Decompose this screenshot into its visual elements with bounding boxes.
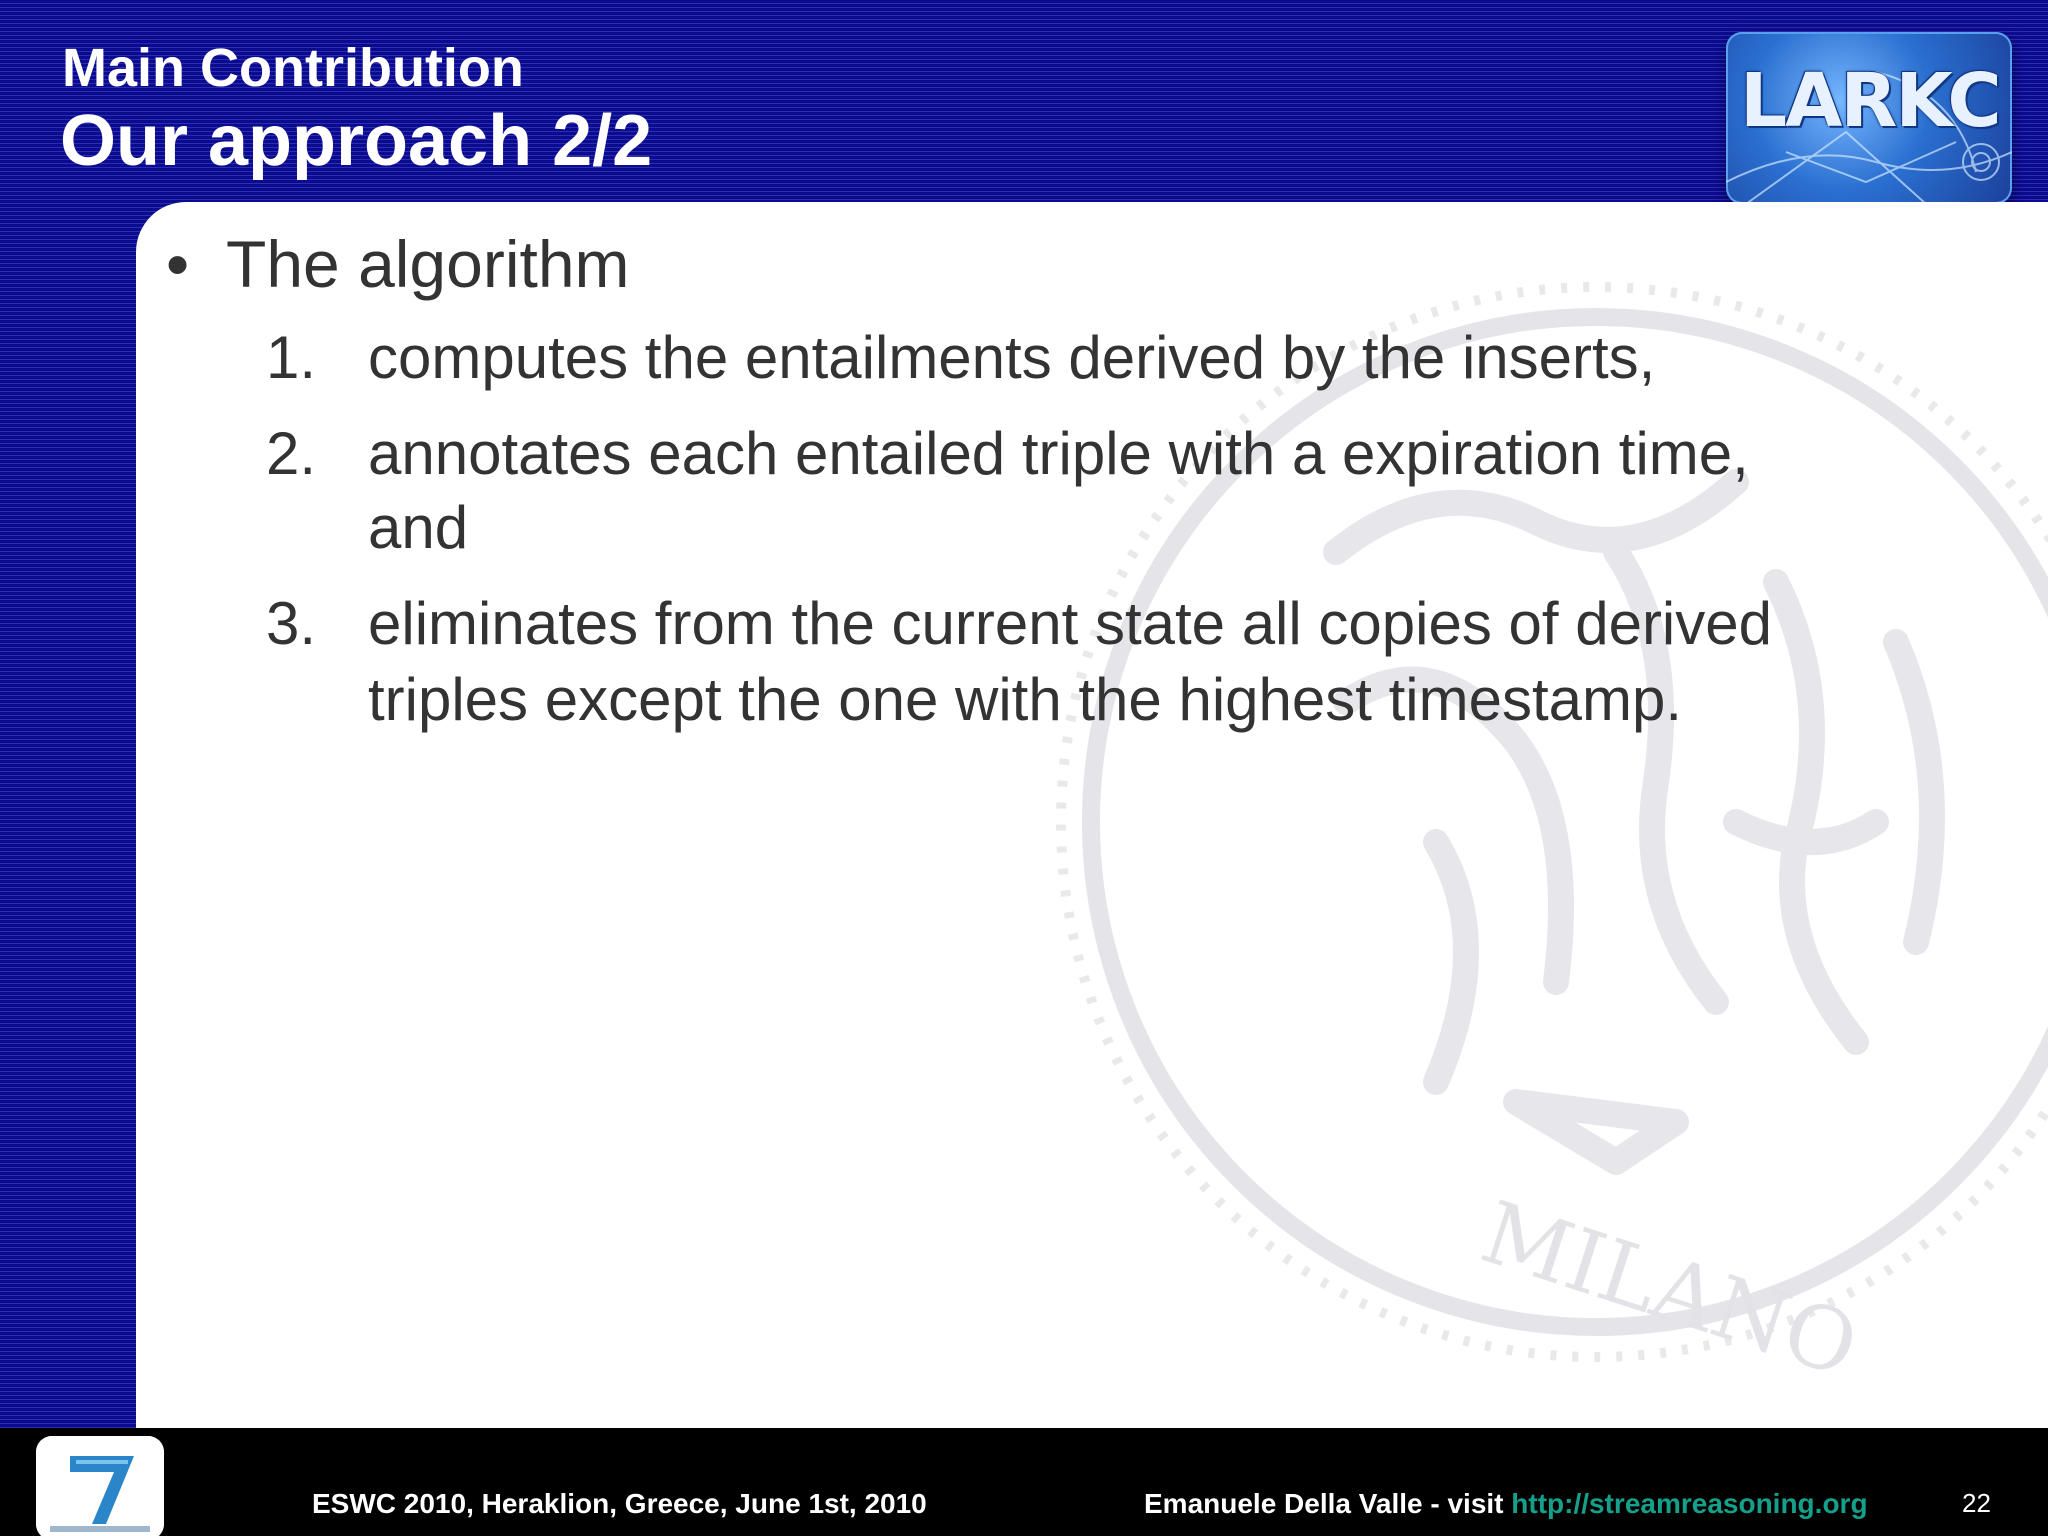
footer-conference: ESWC 2010, Heraklion, Greece, June 1st, 2010 (312, 1488, 927, 1519)
list-item-3-line-2: triples except the one with the highest timestamp. (368, 666, 1683, 733)
bullet-dot-icon: • (166, 227, 190, 301)
section-label: Main Contribution (62, 38, 524, 98)
list-number-2: 2. (266, 420, 317, 487)
politecnico-seal-watermark (916, 222, 2048, 1422)
content-panel (136, 202, 2048, 1428)
list-item-3-line-1: eliminates from the current state all copies of derived (368, 590, 1772, 657)
larkc-logo (1726, 32, 2012, 204)
list-item-2-line-2: and (368, 494, 469, 561)
page-number: 22 (1962, 1488, 1991, 1518)
svg-text:MILANO: MILANO (1470, 1182, 1870, 1398)
footer-author (1144, 1488, 1868, 1520)
slide-title: Our approach 2/2 (60, 101, 653, 181)
list-number-3: 3. (266, 590, 317, 657)
list-item-2-line-1: annotates each entailed triple with a expiration time, (368, 420, 1749, 487)
bullet-text: The algorithm (226, 227, 630, 301)
footer-author-text: Emanuele Della Valle - visit (1144, 1488, 1512, 1519)
footer (0, 1428, 2048, 1536)
logo-text: LARKC (1740, 58, 2000, 144)
fp7-logo (36, 1436, 164, 1536)
bullet-item (166, 224, 630, 304)
list-number-1: 1. (266, 324, 317, 391)
footer-website-link[interactable]: http://streamreasoning.org (1511, 1488, 1868, 1519)
list-item-1-line-1: computes the entailments derived by the inserts, (368, 324, 1656, 391)
